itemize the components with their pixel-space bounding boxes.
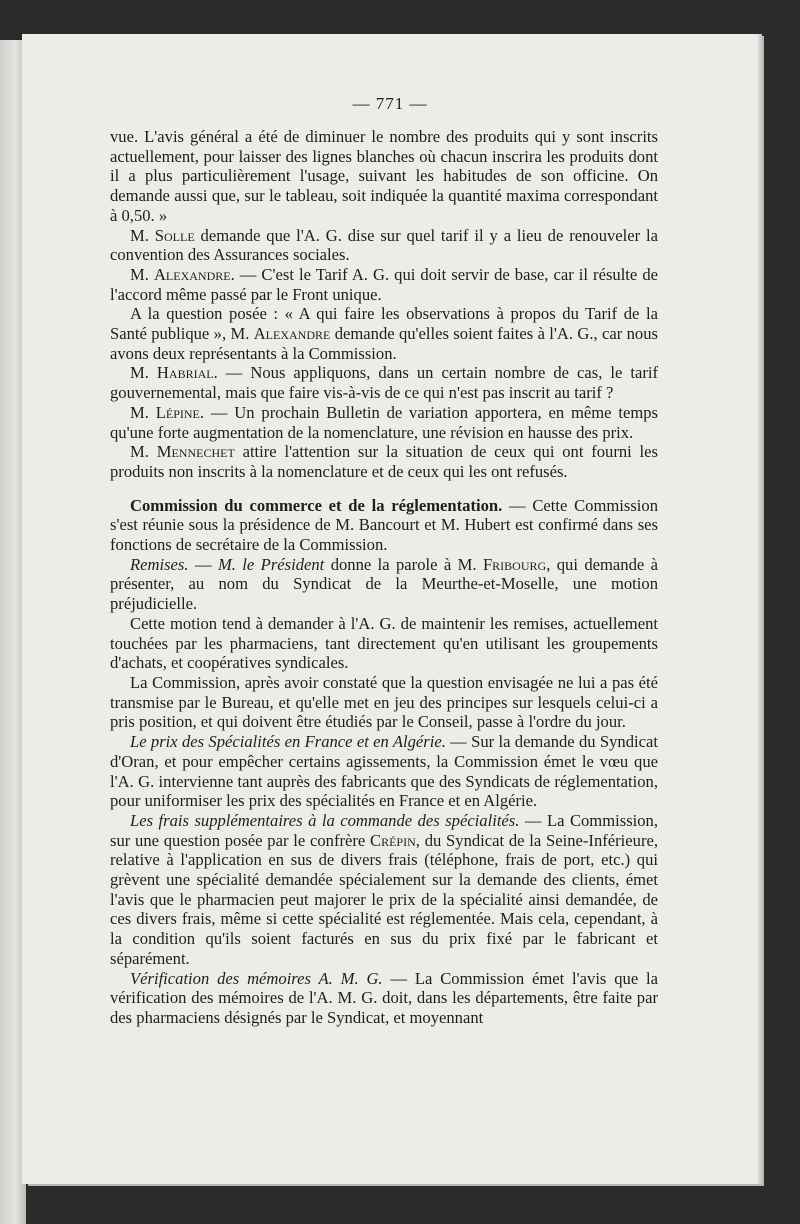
speaker-name: Crépin,	[370, 830, 420, 850]
paragraph-text: — Cette Commission s'est réunie sous la présidence de M. Bancourt et M. Hubert est confirmé dans ses fonctions de secrétaire de la Commission.	[110, 495, 658, 555]
topic-label: Les frais supplémentaires à la commande des spécialités.	[130, 810, 520, 830]
paragraph-motion: Cette motion tend à demander à l'A. G. de maintenir les remises, actuellement touchées par les pharmaciens, tant directement qu'en utilisant les groupements d'achats, et coopératives syndicales.	[110, 613, 658, 673]
paragraph-text: attire l'attention sur la situation de ceux qui ont fourni les produits non inscrits à la nomenclature et de ceux qui les ont refusés.	[110, 442, 658, 481]
paragraph-prix-specialites	[110, 732, 658, 811]
speaker-name: Mennechet	[156, 442, 235, 462]
paragraph-commission-commerce	[110, 496, 658, 555]
body-text	[110, 127, 658, 1028]
topic-label: Vérification des mémoires A. M. G.	[130, 968, 383, 988]
paragraph-text: demande que l'A. G. dise sur quel tarif il y a lieu de renouveler la convention des Assurances sociales.	[110, 225, 658, 265]
paragraph-text: — Nous appliquons, dans un certain nombre de cas, le tarif gouvernemental, mais que faire vis-à-vis de ce qui n'est pas inscrit au tarif ?	[110, 363, 658, 403]
president-label: M. le Président	[217, 554, 325, 574]
paragraph-solle: M. Solle demande que l'A. G. dise sur quel tarif il y a lieu de renouveler la convention des Assurances sociales.	[110, 225, 658, 265]
page-number: — 771 —	[352, 94, 428, 113]
paragraph-mennechet: M. Mennechet attire l'attention sur la situation de ceux qui ont fourni les produits non inscrits à la nomenclature et de ceux qui les ont refusés.	[110, 442, 658, 481]
speaker-name: Lépine.	[155, 402, 205, 422]
speaker-name: Solle	[154, 225, 195, 245]
speaker-name: Alexandre	[253, 324, 331, 344]
section-heading: Commission du commerce et de la réglementation.	[130, 495, 503, 515]
speaker-name: Fribourg,	[482, 554, 551, 574]
paragraph-text: — La Commission, sur une question posée par le confrère	[110, 810, 659, 850]
paragraph-text: — Un prochain Bulletin de variation apportera, en même temps qu'une forte augmentation de la nomenclature, une révision en hausse des prix.	[110, 402, 658, 442]
paragraph-text: du Syndicat de la Seine-Inférieure, relative à l'application en sus de divers frais (téléphone, frais de port, etc.) qui grèvent une spécialité demandée spécialement sur la demande des clients, émet l'avis que le pharmacien peut majorer le prix de la spécialité ainsi demandée, de ces divers frais, même si cette spécialité est réglementée. Mais cela, cependant, à la condition qu'ils soient facturés en sus du prix fixé par le fabricant et séparément.	[110, 830, 658, 968]
paragraph-text: A la question posée : « A qui faire les observations à propos du Tarif de la Santé publique », M.	[110, 304, 658, 344]
paragraph-remises	[110, 555, 658, 614]
paragraph-frais-supplementaires	[110, 811, 658, 969]
paragraph-text: — C'est le Tarif A. G. qui doit servir de base, car il résulte de l'accord même passé par le Front unique.	[110, 264, 658, 304]
paragraph-text: qui demande à présenter, au nom du Syndicat de la Meurthe-et-Moselle, une motion préjudicielle.	[110, 554, 659, 614]
paragraph-text: — Sur la demande du Syndicat d'Oran, et pour empêcher certains agissements, la Commission émet le vœu que l'A. G. intervienne tant auprès des fabricants que des Syndicats de réglementation, pour uniformiser les prix des spécialités en France et en Algérie.	[110, 732, 658, 811]
paragraph-continuation: vue. L'avis général a été de diminuer le nombre des produits qui y sont inscrits actuellement, pour laisser des lignes blanches où chacun inscrira les produits dont il a plus particulièrement l'usage, suivant les habitudes de son officine. On demande aussi que, sur le tableau, soit indiquée la quantité maxima correspondant à 0,50. »	[110, 127, 658, 225]
speaker-name: Habrial.	[156, 363, 218, 383]
paragraph-ordre-du-jour: La Commission, après avoir constaté que la question envisagée ne lui a pas été transmise par le Bureau, et qu'elle met en jeu des principes sur lesquels celui-ci a pris position, et qui doivent être étudiés par le Conseil, passe à l'ordre du jour.	[110, 672, 658, 732]
book-page	[22, 34, 758, 1184]
paragraph-alexandre: M. Alexandre. — C'est le Tarif A. G. qui doit servir de base, car il résulte de l'accord même passé par le Front unique.	[110, 264, 658, 304]
paragraph-question	[110, 304, 658, 363]
paragraph-text: — La Commission émet l'avis que la vérification des mémoires de l'A. M. G. doit, dans les départements, être faite par des pharmaciens désignés par le Syndicat, et moyennant	[110, 968, 658, 1027]
paragraph-text: demande qu'elles soient faites à l'A. G., car nous avons deux représentants à la Commission.	[110, 324, 658, 363]
paragraph-habrial: M. Habrial. — Nous appliquons, dans un certain nombre de cas, le tarif gouvernemental, mais que faire vis-à-vis de ce qui n'est pas inscrit au tarif ?	[110, 363, 658, 403]
paragraph-verification-memoires	[110, 969, 658, 1028]
topic-label: Remises.	[130, 554, 189, 574]
topic-label: Le prix des Spécialités en France et en Algérie.	[130, 732, 446, 752]
speaker-name: Alexandre.	[153, 264, 235, 284]
paragraph-lepine: M. Lépine. — Un prochain Bulletin de variation apportera, en même temps qu'une forte augmentation de la nomenclature, une révision en hausse des prix.	[110, 402, 658, 442]
dash: —	[194, 554, 212, 574]
paragraph-text: donne la parole à M.	[330, 554, 477, 574]
